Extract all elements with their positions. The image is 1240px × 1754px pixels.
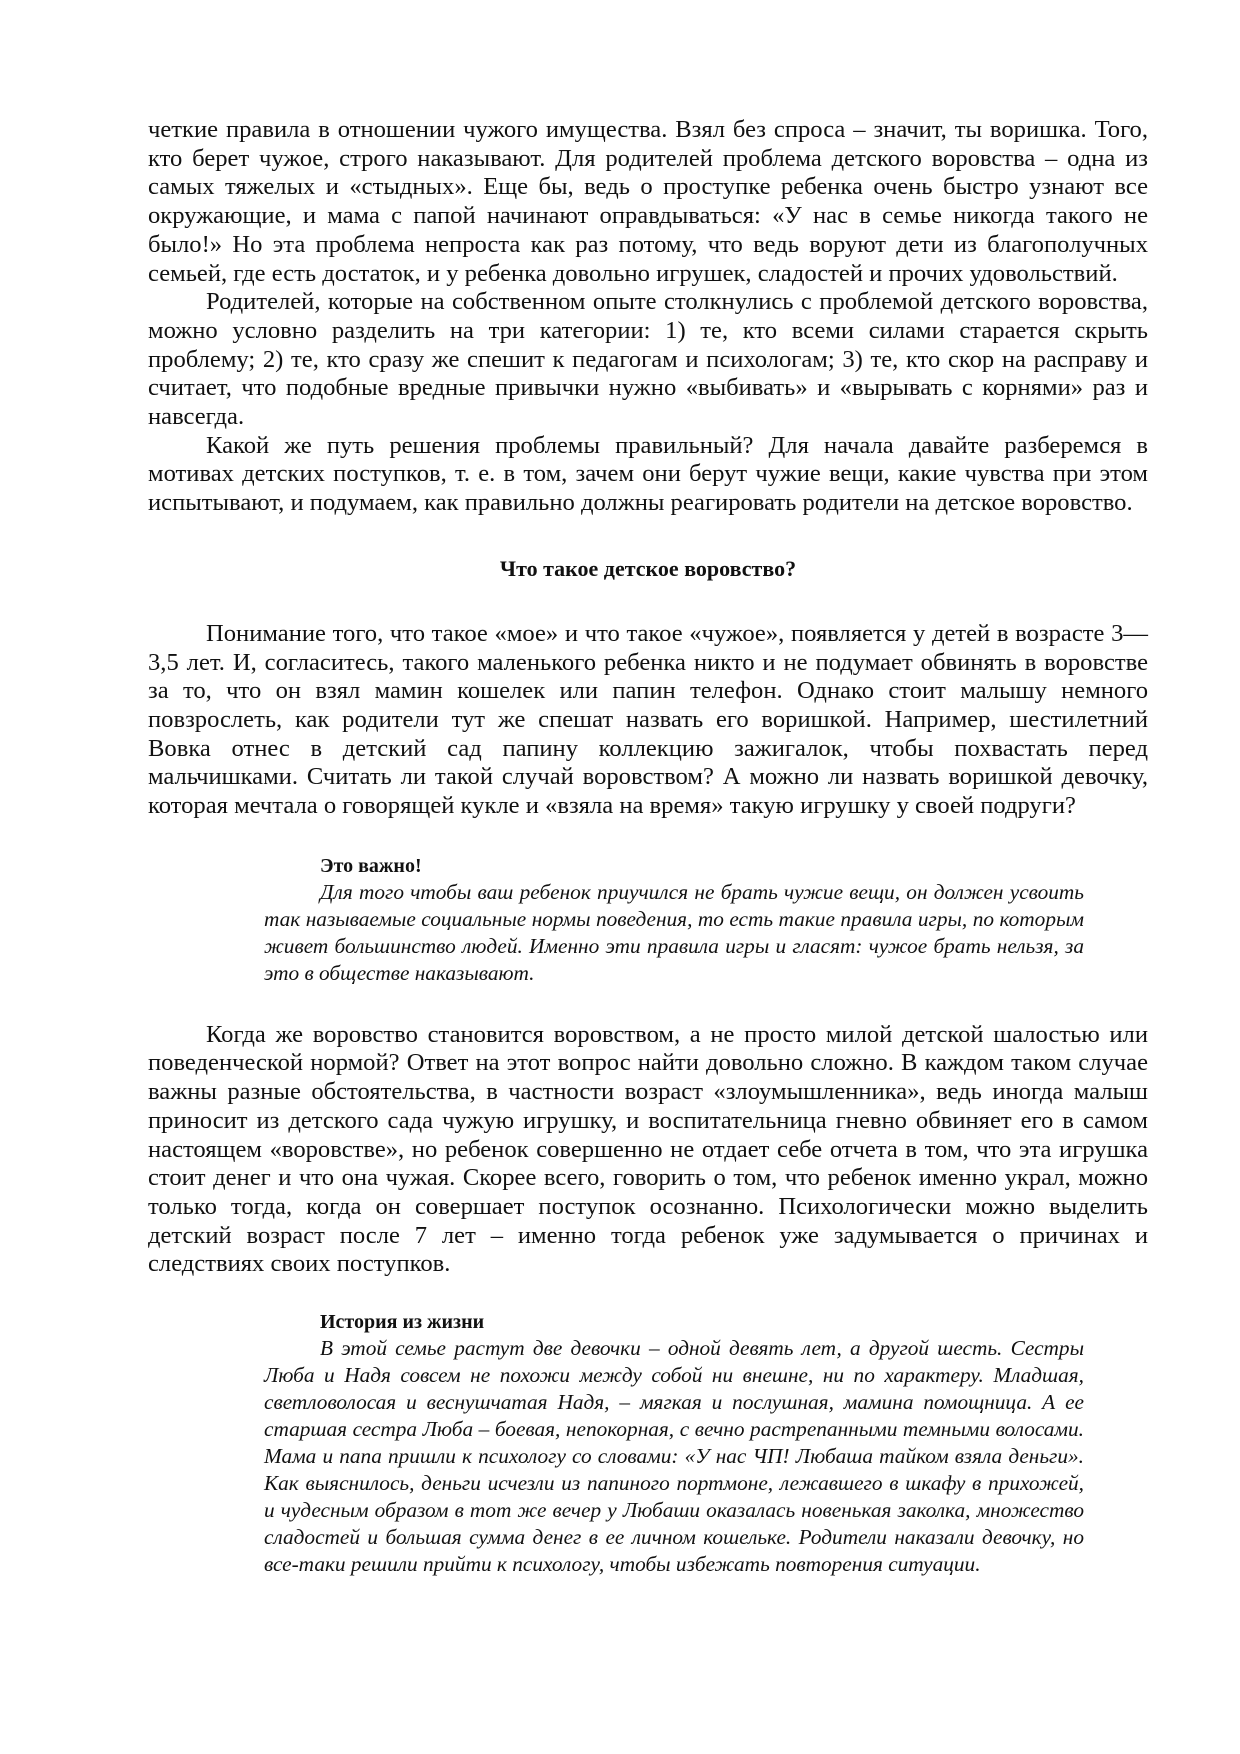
paragraph-section-1: Понимание того, что такое «мое» и что такое «чужое», появляется у детей в возрасте 3—3,5 лет. И, согласитесь, такого маленького ребенка никто и не подумает обвинять в воровстве за то, что он взял мамин кошелек или папин телефон. Однако стоит малышу немного повзрослеть, как родители тут же спешат назвать его воришкой. Например, шестилетний Вовка отнес в детский сад папину коллекцию зажигалок, чтобы похвастать перед мальчишками. Считать ли такой случай воровством? А можно ли назвать воришкой девочку, которая мечтала о говорящей кукле и «взяла на время» такую игрушку у своей подруги? [148,619,1148,820]
paragraph-section-2: Когда же воровство становится воровством, а не просто милой детской шалостью или поведенческой нормой? Ответ на этот вопрос найти довольно сложно. В каждом таком случае важны разные обстоятельства, в частности возраст «злоумышленника», ведь иногда малыш приносит из детского сада чужую игрушку, и воспитательница гневно обвиняет его в самом настоящем «воровстве», но ребенок совершенно не отдает себе отчета в том, что эта игрушка стоит денег и что она чужая. Скорее всего, говорить о том, что ребенок именно украл, можно только тогда, когда он совершает поступок осознанно. Психологически можно выделить детский возраст после 7 лет – именно тогда ребенок уже задумывается о причинах и следствиях своих поступков. [148,1020,1148,1278]
story-box [264,1309,1084,1578]
paragraph-intro-1: четкие правила в отношении чужого имущества. Взял без спроса – значит, ты воришка. Того, кто берет чужое, строго наказывают. Для родителей проблема детского воровства – одна из самых тяжелых и «стыдных». Еще бы, ведь о проступке ребенка очень быстро узнают все окружающие, и мама с папой начинают оправдываться: «У нас в семье никогда такого не было!» Но эта проблема непроста как раз потому, что ведь воруют дети из благополучных семьей, где есть достаток, и у ребенка довольно игрушек, сладостей и прочих удовольствий. [148,116,1148,287]
story-box-text: В этой семье растут две девочки – одной девять лет, а другой шесть. Сестры Люба и Надя совсем не похожи между собой ни внешне, ни по характеру. Младшая, светловолосая и веснушчатая Надя, – мягкая и послушная, мамина помощница. А ее старшая сестра Люба – боевая, непокорная, с вечно растрепанными темными волосами. Мама и папа пришли к психологу со словами: «У нас ЧП! Любаша тайком взяла деньги». Как выяснилось, деньги исчезли из папиного портмоне, лежавшего в шкафу в прихожей, и чудесным образом в тот же вечер у Любаши оказалась новенькая заколка, множество сладостей и большая сумма денег в ее личном кошельке. Родители наказали девочку, но все-таки решили прийти к психологу, чтобы избежать повторения ситуации. [264,1336,1084,1577]
section-heading: Что такое детское воровство? [499,555,797,581]
paragraph-intro-2: Родителей, которые на собственном опыте столкнулись с проблемой детского воровства, можно условно разделить на три категории: 1) те, кто всеми силами старается скрыть проблему; 2) те, кто сразу же спешит к педагогам и психологам; 3) те, кто скор на расправу и считает, что подобные вредные привычки нужно «выбивать» и «вырывать с корнями» раз и навсегда. [148,288,1148,431]
document-page [148,116,1148,1578]
important-box-title: Это важно! [320,854,422,877]
important-box-text: Для того чтобы ваш ребенок приучился не брать чужие вещи, он должен усвоить так называемые социальные нормы поведения, то есть такие правила игры, по которым живет большинство людей. Именно эти правила игры и гласят: чужое брать нельзя, за это в обществе наказывают. [264,879,1084,985]
important-box [264,853,1084,987]
paragraph-intro-3: Какой же путь решения проблемы правильный? Для начала давайте разберемся в мотивах детских поступков, т. е. в том, зачем они берут чужие вещи, какие чувства при этом испытывают, и подумаем, как правильно должны реагировать родители на детское воровство. [148,431,1148,517]
story-box-title: История из жизни [320,1311,485,1334]
